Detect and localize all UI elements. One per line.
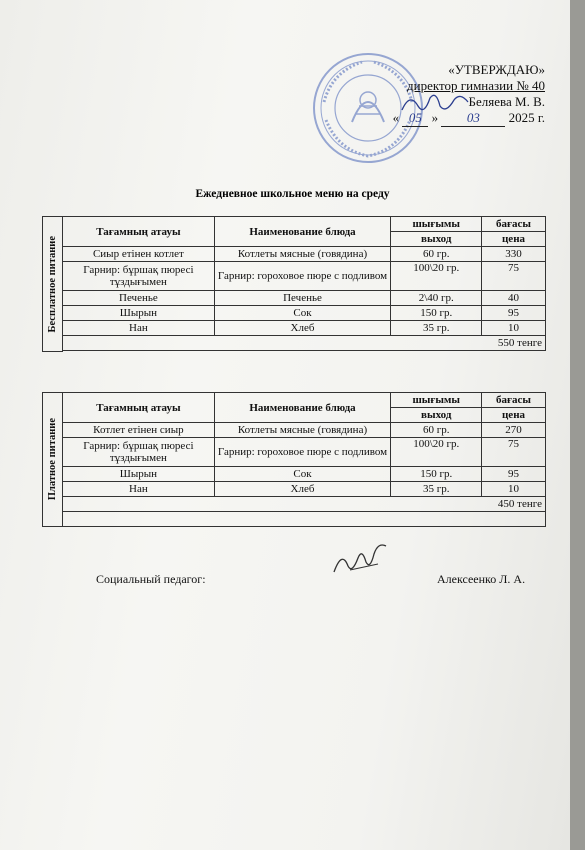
dish-name-ru: Сок xyxy=(214,467,391,482)
dish-name-kz: Нан xyxy=(63,482,214,497)
total-amount: 550 тенге xyxy=(63,336,546,351)
dish-name-kz: Котлет етінен сиыр xyxy=(63,423,214,438)
date-close-quote: » xyxy=(431,110,439,125)
approval-heading: «УТВЕРЖДАЮ» xyxy=(448,62,545,77)
dish-price: 75 xyxy=(482,438,546,467)
approval-year: 2025 г. xyxy=(508,110,545,125)
dish-output: 2\40 гр. xyxy=(391,291,482,306)
dish-price: 270 xyxy=(482,423,546,438)
dish-name-kz: Печенье xyxy=(63,291,214,306)
dish-output: 100\20 гр. xyxy=(391,262,482,291)
total-row xyxy=(43,497,546,512)
header-price-ru: цена xyxy=(482,232,546,247)
signatory-name: Алексеенко Л. А. xyxy=(437,572,526,586)
dish-name-ru: Котлеты мясные (говядина) xyxy=(214,247,391,262)
dish-name-kz: Нан xyxy=(63,321,214,336)
table-row xyxy=(43,291,546,306)
dish-name-ru: Хлеб xyxy=(214,482,391,497)
dish-name-ru: Котлеты мясные (говядина) xyxy=(214,423,391,438)
table-row xyxy=(43,438,546,467)
table-row xyxy=(43,482,546,497)
free-meal-label: Бесплатное питание xyxy=(43,217,63,352)
director-title: директор гимназии № 40 xyxy=(407,78,545,93)
header-price-ru: цена xyxy=(482,408,546,423)
header-name-kz: Тағамның атауы xyxy=(63,217,214,247)
header-name-ru: Наименование блюда xyxy=(214,217,391,247)
table-row xyxy=(43,262,546,291)
dish-name-kz: Гарнир: бұршақ пюресі тұздығымен xyxy=(63,262,214,291)
teacher-signature-icon xyxy=(330,540,390,580)
table-row xyxy=(43,247,546,262)
header-name-kz: Тағамның атауы xyxy=(63,393,214,423)
dish-price: 330 xyxy=(482,247,546,262)
approval-day: 05 xyxy=(402,110,428,127)
dish-name-kz: Шырын xyxy=(63,467,214,482)
total-amount: 450 тенге xyxy=(63,497,546,512)
header-name-ru: Наименование блюда xyxy=(214,393,391,423)
dish-output: 35 гр. xyxy=(391,482,482,497)
dish-price: 10 xyxy=(482,482,546,497)
header-price-kz: бағасы xyxy=(482,217,546,232)
dish-name-ru: Печенье xyxy=(214,291,391,306)
header-output-ru: выход xyxy=(391,408,482,423)
dish-output: 35 гр. xyxy=(391,321,482,336)
director-signature-icon xyxy=(400,88,470,118)
dish-price: 40 xyxy=(482,291,546,306)
header-output-ru: выход xyxy=(391,232,482,247)
table-row xyxy=(43,467,546,482)
free-meal-table xyxy=(42,216,546,352)
dish-price: 75 xyxy=(482,262,546,291)
total-row xyxy=(43,336,546,351)
table-row xyxy=(43,423,546,438)
approval-month: 03 xyxy=(441,110,505,127)
dish-output: 60 гр. xyxy=(391,423,482,438)
dish-name-ru: Сок xyxy=(214,306,391,321)
dish-output: 100\20 гр. xyxy=(391,438,482,467)
signatory-role: Социальный педагог: xyxy=(96,572,206,586)
dish-name-ru: Гарнир: гороховое пюре с подливом xyxy=(214,262,391,291)
paid-meal-table xyxy=(42,392,546,527)
header-price-kz: бағасы xyxy=(482,393,546,408)
dish-output: 150 гр. xyxy=(391,467,482,482)
director-name: Беляева М. В. xyxy=(468,94,545,109)
dish-output: 60 гр. xyxy=(391,247,482,262)
page-edge-shadow xyxy=(570,0,585,850)
dish-price: 95 xyxy=(482,467,546,482)
dish-price: 95 xyxy=(482,306,546,321)
dish-name-kz: Сиыр етінен котлет xyxy=(63,247,214,262)
dish-price: 10 xyxy=(482,321,546,336)
dish-output: 150 гр. xyxy=(391,306,482,321)
header-output-kz: шығымы xyxy=(391,217,482,232)
dish-name-kz: Гарнир: бұршақ пюресі тұздығымен xyxy=(63,438,214,467)
table-row xyxy=(43,306,546,321)
table-row xyxy=(43,321,546,336)
menu-title: Ежедневное школьное меню на среду xyxy=(195,188,390,200)
dish-name-kz: Шырын xyxy=(63,306,214,321)
header-output-kz: шығымы xyxy=(391,393,482,408)
dish-name-ru: Хлеб xyxy=(214,321,391,336)
date-open-quote: « xyxy=(392,110,400,125)
paid-meal-label: Платное питание xyxy=(43,393,63,527)
dish-name-ru: Гарнир: гороховое пюре с подливом xyxy=(214,438,391,467)
